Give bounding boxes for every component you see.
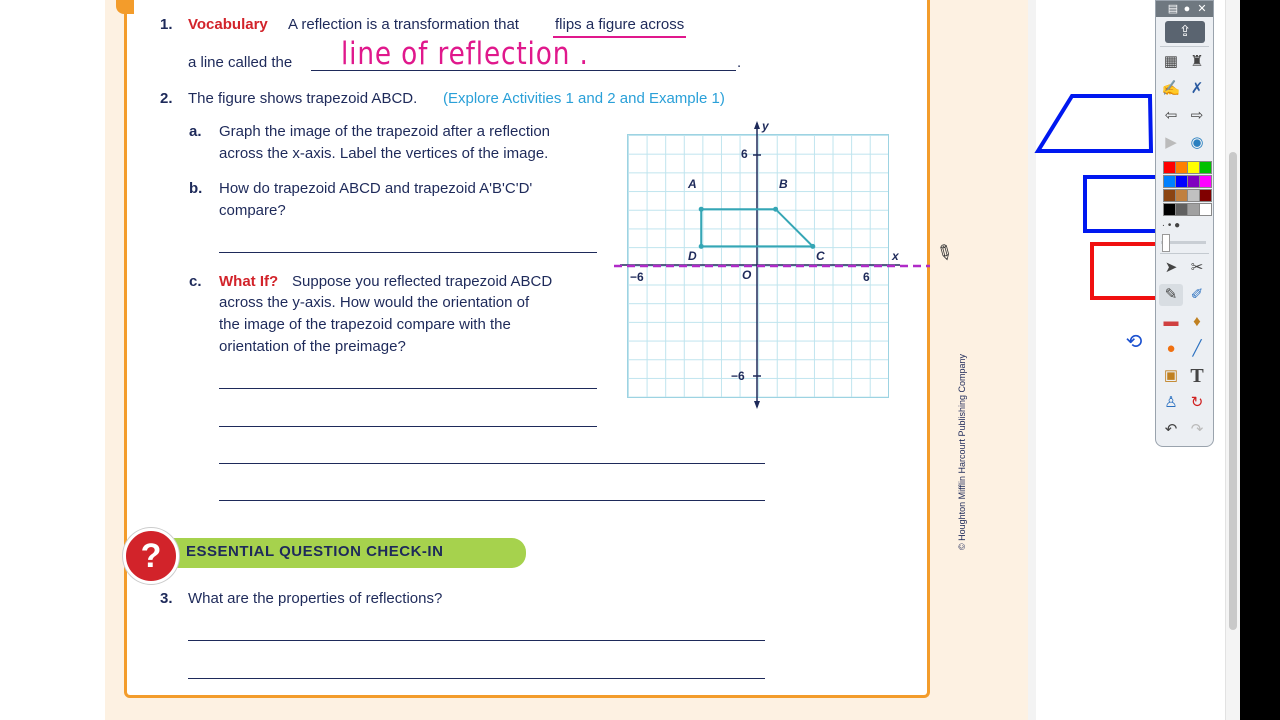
q2c-line2: across the y-axis. How would the orientation of [219, 294, 530, 311]
color-swatch[interactable] [1199, 175, 1212, 188]
next-page-icon[interactable]: ⇨ [1190, 107, 1204, 124]
vertex-label-a: A [688, 177, 697, 191]
vertex-label-d: D [688, 249, 697, 263]
color-swatch[interactable] [1199, 189, 1212, 202]
q3-answer-line-1 [188, 640, 765, 641]
y-axis-label: y [762, 119, 769, 133]
annotation-toolbar [1155, 0, 1214, 447]
y-axis-arrow [754, 121, 760, 129]
page-icon[interactable]: ▦ [1163, 53, 1179, 70]
vertex-point-a [699, 207, 704, 212]
marker-icon[interactable]: ✐ [1190, 286, 1204, 303]
eraser-icon[interactable]: ▬ [1163, 313, 1179, 330]
q1-vocab-label: Vocabulary [188, 16, 268, 33]
dot-sizes[interactable]: · • ● [1161, 220, 1181, 231]
clear-icon[interactable]: ✗ [1190, 80, 1204, 97]
tick-label-y6: 6 [741, 147, 748, 161]
color-swatch[interactable] [1199, 161, 1212, 174]
vertex-point-c [810, 244, 815, 249]
handwritten-answer: line of reflection . [341, 36, 589, 72]
rotate-handle-icon[interactable]: ⟲ [1125, 331, 1143, 353]
stamp-icon[interactable]: ♜ [1190, 53, 1204, 70]
color-swatch[interactable] [1199, 203, 1212, 216]
reset-icon[interactable]: ↻ [1190, 394, 1204, 411]
q3-number: 3. [160, 590, 173, 607]
copyright [947, 330, 975, 560]
highlighter-icon[interactable]: ✍ [1161, 80, 1181, 97]
q2a-label: a. [189, 123, 202, 140]
q2c-line1: Suppose you reflected trapezoid ABCD [292, 273, 553, 290]
side-shapes [1030, 85, 1160, 315]
tick-label-yneg6: −6 [731, 369, 745, 383]
q2c-label: c. [189, 273, 202, 290]
shape-icon[interactable]: ● [1166, 340, 1176, 357]
q2c-whatif: What If? [219, 273, 279, 290]
q2a-line2: across the x-axis. Label the vertices of the image. [219, 145, 549, 162]
q2b-answer-line [219, 252, 597, 253]
q2c-answer-line-4 [219, 500, 765, 501]
q2c-answer-line-1 [219, 388, 597, 389]
pen-icon[interactable]: ✎ [1159, 284, 1183, 306]
red-rectangle-shape [1092, 244, 1160, 298]
q1-line-called: a line called the [188, 54, 293, 71]
redo-icon[interactable]: ↷ [1190, 421, 1204, 438]
text-icon[interactable]: T [1190, 365, 1204, 387]
q3-answer-line-2 [188, 678, 765, 679]
prev-page-icon[interactable]: ⇦ [1164, 107, 1178, 124]
x-axis-label: x [892, 249, 899, 263]
scrollbar-thumb[interactable] [1229, 152, 1237, 630]
q2-number: 2. [160, 90, 173, 107]
fill-icon[interactable]: ♦ [1193, 313, 1201, 330]
vertex-label-b: B [779, 177, 788, 191]
graph-overlay [600, 115, 960, 415]
origin-label: O [742, 268, 752, 282]
image-icon[interactable]: ▣ [1163, 367, 1179, 384]
q2c-line4: orientation of the preimage? [219, 338, 406, 355]
tick-label-xneg6: −6 [630, 270, 644, 284]
export-icon[interactable]: ⇪ [1165, 21, 1205, 43]
q2c-line3: the image of the trapezoid compare with the [219, 316, 511, 333]
screen-edge [1240, 0, 1280, 720]
vertical-scrollbar[interactable] [1225, 0, 1241, 720]
tick-label-x6: 6 [863, 270, 870, 284]
q2a-line1: Graph the image of the trapezoid after a reflection [219, 123, 551, 140]
left-margin [0, 0, 105, 720]
blue-trapezoid-shape [1038, 96, 1151, 151]
vertex-point-b [773, 207, 778, 212]
q2b-line2: compare? [219, 202, 286, 219]
q2c-answer-line-3 [219, 463, 765, 464]
undo-icon[interactable]: ↶ [1164, 421, 1178, 438]
q2c-answer-line-2 [219, 426, 597, 427]
blue-rectangle-shape [1085, 177, 1160, 231]
q3-question: What are the properties of reflections? [188, 590, 443, 607]
opacity-slider-thumb[interactable] [1162, 234, 1170, 252]
minimize-icon[interactable]: ● [1183, 3, 1191, 15]
q1-number: 1. [160, 16, 173, 33]
pointer-icon[interactable]: ➤ [1164, 259, 1178, 276]
menu-icon[interactable]: ▤ [1167, 3, 1179, 15]
y-axis-arrow-down [754, 401, 760, 409]
q2b-line1: How do trapezoid ABCD and trapezoid A'B'C'D' [219, 180, 533, 197]
spotlight-icon[interactable]: ♙ [1164, 394, 1178, 411]
q1-period: . [737, 54, 742, 71]
tools-icon[interactable]: ✂ [1190, 259, 1204, 276]
q2-reference: (Explore Activities 1 and 2 and Example 1) [443, 90, 725, 107]
line-icon[interactable]: ╱ [1192, 340, 1202, 357]
close-icon[interactable]: ✕ [1197, 3, 1207, 15]
pen-cursor-icon: ✎ [931, 239, 957, 268]
vertex-point-d [699, 244, 704, 249]
sheet-corner [116, 0, 134, 14]
play-icon[interactable]: ▶ [1165, 134, 1177, 151]
web-icon[interactable]: ◉ [1190, 134, 1204, 151]
q1-text: A reflection is a transformation that [288, 16, 519, 33]
vertex-label-c: C [816, 249, 825, 263]
q1-underlined-text: flips a figure across [555, 16, 685, 33]
q2-text: The figure shows trapezoid ABCD. [188, 90, 418, 107]
q2b-label: b. [189, 180, 203, 197]
question-mark-icon: ? [123, 528, 179, 584]
copyright-text: © Houghton Mifflin Harcourt Publishing Company [957, 353, 967, 550]
eq-banner-text: ESSENTIAL QUESTION CHECK-IN [186, 543, 444, 560]
